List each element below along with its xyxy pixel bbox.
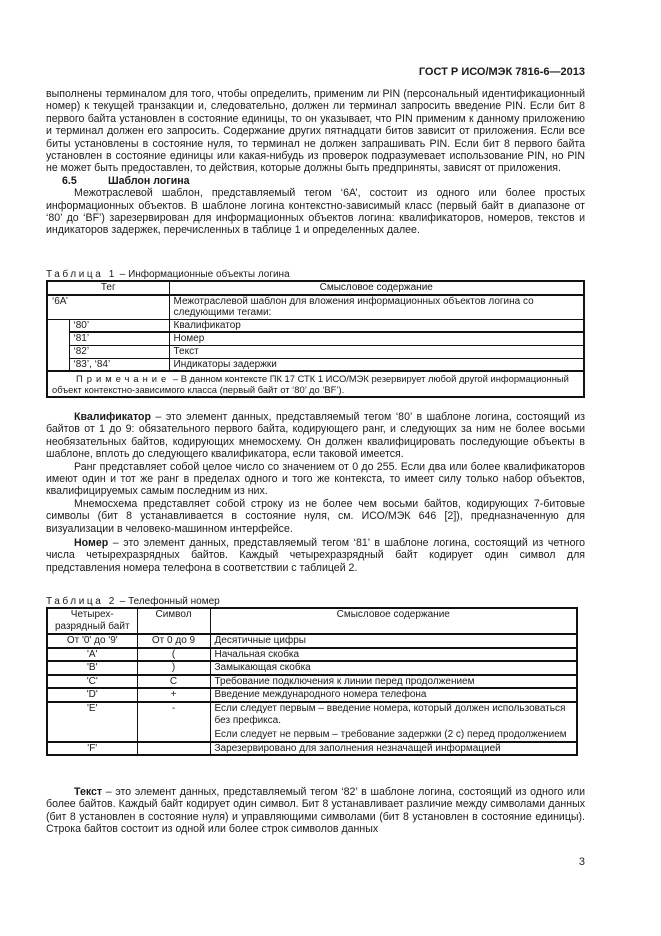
table1-caption-label: Таблица 1 [46,269,117,280]
table1-meaning: Индикаторы задержки [169,358,584,371]
table2-byte: От '0' до '9' [47,634,137,648]
table1-tag: ‘82’ [69,345,169,358]
table2-byte: 'A' [47,648,137,662]
qualifier-definition: – это элемент данных, представляемый тегом ‘80’ в шаблоне логина, состоящий из байтов от 1 до 9: обязательного первого байта, кодирующего ранг, и следующих за ним не более восьми необязательных байтов, кодирующих мнемосхему. Он должен квалифицировать последующие объекты в шаблоне, вплоть до следующего квалификатора, если таковой имеется. [46,411,585,461]
table2-header-meaning: Смысловое содержание [210,608,577,634]
table2-meaning-line: Если следует первым – введение номера, который должен использоваться без префикса. [214,702,566,726]
table2-symbol: ) [137,661,210,675]
table1-caption [46,269,585,280]
number-definition: – это элемент данных, представляемый тегом ‘81’ в шаблоне логина, состоящий из четного числа четырехразрядных байтов. Каждый четырехразрядный байт кодирует один символ для представления номера телефона в соответствии с таблицей 2. [46,537,585,574]
table2-row [47,675,577,689]
table1-tag: ‘80’ [69,319,169,332]
table2-byte: 'B' [47,661,137,675]
table2-meaning: Десятичные цифры [210,634,577,648]
table2-row [47,648,577,662]
number-term: Номер [74,537,109,550]
table2-symbol: + [137,688,210,702]
qualifier-block [46,411,585,574]
intro-paragraph: выполнены терминалом для того, чтобы определить, применим ли PIN (персональный идентификационный номер) к текущей транзакции и, следовательно, должен ли терминал запросить введение PIN. Если бит 8 первого байта установлен в состояние единицы, то он указывает, что PIN применим к данному приложению и терминал должен его запросить. Содержание других пятнадцати битов зависит от приложения. Если все биты установлены в состояние нуля, то терминал не должен запрашивать PIN. Если бит 8 первого байта установлен в состояние единицы или какая-нибудь из проверок подразумевает использование PIN, но PIN не может быть предоставлен, то действия, которые должны быть предприняты, зависят от приложения. [46,88,585,175]
table2-symbol: - [137,702,210,742]
table2-header-symbol: Символ [137,608,210,634]
table2-meaning: Введение международного номера телефона [210,688,577,702]
table2-row [47,688,577,702]
table2-caption [46,596,578,607]
table2-byte: 'E' [47,702,137,742]
intro-block [46,88,585,237]
table2-meaning [210,702,577,742]
table2-meaning: Замыкающая скобка [210,661,577,675]
table2-symbol [137,742,210,756]
table1-row [47,345,584,358]
table1-tag: ‘6A’ [47,295,169,320]
table1-row [47,358,584,371]
table1-tag: ‘83’, ‘84’ [69,358,169,371]
qualifier-term: Квалификатор [74,411,151,423]
mnemonic-paragraph: Мнемосхема представляет собой строку из не более чем восьми байтов, кодирующих 7-битовые символы (бит 8 устанавливается в состояние нуля, см. ИСО/МЭК 646 [2]), предназначенную для визуализации в человеко-машинном интерфейсе. [46,497,585,535]
table2-caption-label: Таблица 2 [46,596,117,607]
table1-header-tag: Тег [47,281,169,295]
table1 [46,280,585,398]
table2-meaning: Требование подключения к линии перед продолжением [210,675,577,689]
rank-paragraph: Ранг представляет собой целое число со значением от 0 до 255. Если два или более квалификаторов имеют один и тот же ранг в пределах одного и того же контекста, то имеет силу только набор объектов, квалифицируемых самым последним из них. [46,460,585,498]
text-section-block [46,786,585,836]
section-heading [46,175,585,187]
table1-header-meaning: Смысловое содержание [169,281,584,295]
table2-row [47,634,577,648]
table2-row [47,742,577,756]
table2-row [47,661,577,675]
section-paragraph: Межотраслевой шаблон, представляемый тегом ‘6A’, состоит из одного или более простых информационных объектов. В шаблоне логина контекстно-зависимый класс (первый байт в диапазоне от ‘80’ до ‘BF’) зарезервирован для информационных объектов логина: квалификаторов, номеров, текстов и индикаторов задержек, перечисленных в таблице 1 и определенных далее. [46,187,585,237]
table2 [46,607,578,756]
table2-header-row [47,608,577,634]
document-header: ГОСТ Р ИСО/МЭК 7816-6—2013 [418,66,585,78]
table1-caption-text: – Информационные объекты логина [116,269,290,280]
table1-row [47,332,584,345]
section-number: 6.5 [62,174,77,187]
text-definition: – это элемент данных, представляемый тегом ‘82’ в шаблоне логина, состоящий из одного или более байтов. Каждый байт кодирует один символ. Бит 8 устанавливает различие между символами данных (бит 8 установлен в состояние нуля) и управляющими символами (бит 8 установлен в состояние единицы). Строка байтов состоит из одной или более строк символов данных [46,786,585,836]
number-paragraph [46,537,585,574]
table2-header-byte: Четырех-разрядный байт [47,608,137,634]
table1-header-row [47,281,584,295]
table1-meaning: Номер [169,332,584,345]
table1-note-label: Примечание [76,373,171,385]
table2-symbol: ( [137,648,210,662]
table2-row [47,702,577,742]
table2-caption-text: – Телефонный номер [116,596,220,607]
table1-note-row [47,371,584,397]
qualifier-paragraph [46,411,585,461]
page-number: 3 [578,856,585,868]
table1-row [47,295,584,320]
table1-row [47,319,584,332]
table1-note [47,371,584,397]
table1-block [46,269,585,398]
table2-byte: 'C' [47,675,137,689]
table2-meaning: Зарезервировано для заполнения незначащей информацией [210,742,577,756]
table1-note-text: – В данном контексте ПК 17 СТК 1 ИСО/МЭК резервирует любой другой информационный объект контекстно-зависимого класса (первый байт от ‘80’ до ‘BF’). [52,373,569,396]
table2-meaning: Начальная скобка [210,648,577,662]
table2-symbol: От 0 до 9 [137,634,210,648]
table2-byte: 'D' [47,688,137,702]
table2-meaning-line: Если следует не первым – требование задержки (2 с) перед продолжением [214,729,567,741]
table1-meaning: Текст [169,345,584,358]
section-title: Шаблон логина [108,174,190,187]
table2-byte: 'F' [47,742,137,756]
table1-tag: ‘81’ [69,332,169,345]
table2-block [46,596,578,756]
table2-symbol: C [137,675,210,689]
table1-meaning: Квалификатор [169,319,584,332]
table1-meaning: Межотраслевой шаблон для вложения информационных объектов логина со следующими тегами: [169,295,584,320]
text-term: Текст [74,786,103,798]
text-paragraph [46,786,585,836]
